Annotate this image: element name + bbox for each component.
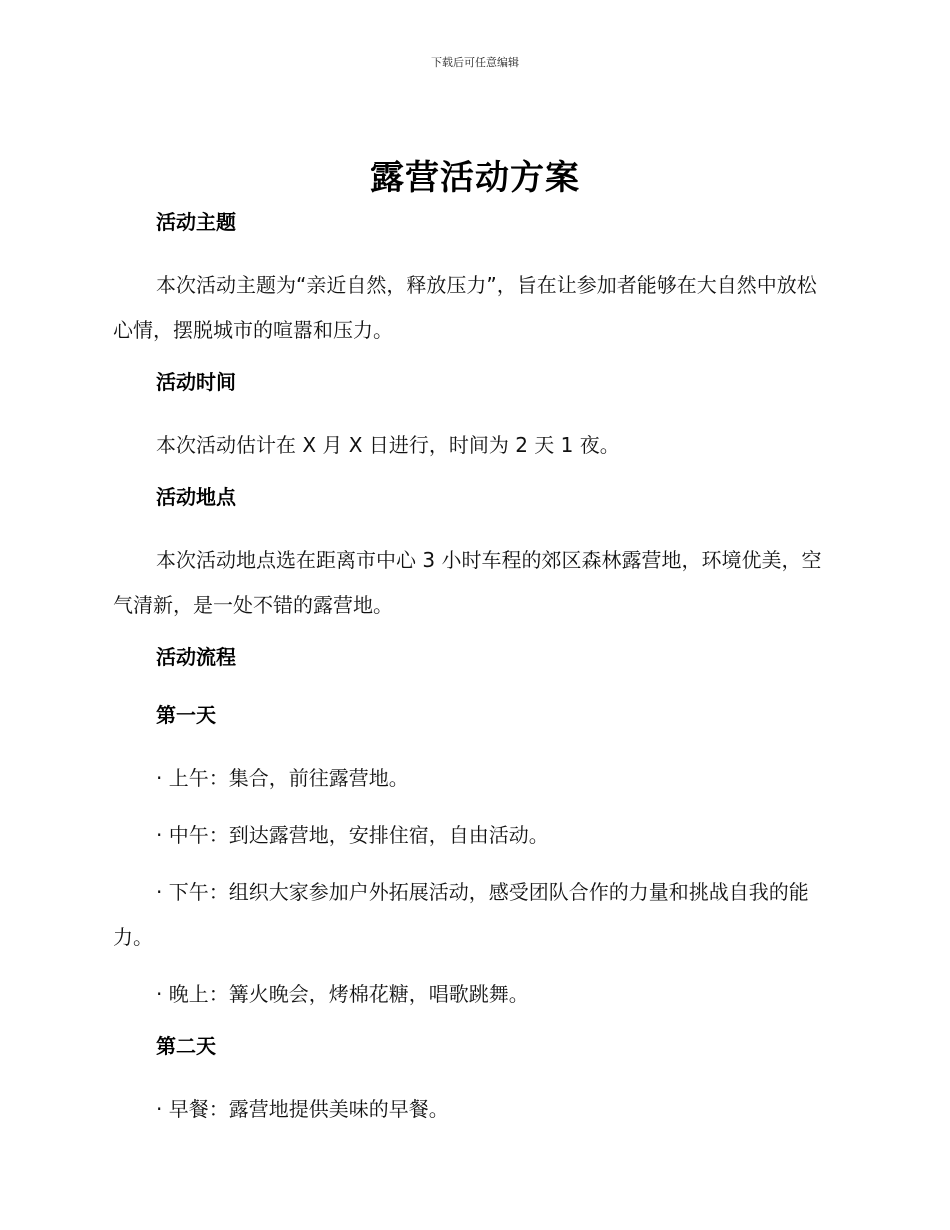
day2-item: · 早餐：露营地提供美味的早餐。 <box>156 1097 449 1121</box>
document-body <box>113 205 835 1132</box>
day1-item: · 中午：到达露营地，安排住宿，自由活动。 <box>156 823 549 847</box>
day1-item: · 下午：组织大家参加户外拓展活动，感受团队合作的力量和挑战自我的能力。 <box>113 880 809 949</box>
section-text-location: 本次活动地点选在距离市中心 3 小时车程的郊区森林露营地，环境优美，空气清新，是一处不错的露营地。 <box>113 548 822 617</box>
section-heading-flow: 活动流程 <box>156 645 236 669</box>
document-title: 露营活动方案 <box>370 158 580 198</box>
section-heading-time: 活动时间 <box>156 370 236 394</box>
section-text-theme: 本次活动主题为“亲近自然，释放压力”，旨在让参加者能够在大自然中放松心情，摆脱城市的喧嚣和压力。 <box>113 273 817 342</box>
section-heading-location: 活动地点 <box>156 485 236 509</box>
section-text-time: 本次活动估计在 X 月 X 日进行，时间为 2 天 1 夜。 <box>156 433 620 457</box>
header-note: 下载后可任意编辑 <box>431 56 519 69</box>
section-heading-theme: 活动主题 <box>156 210 236 234</box>
day2-heading: 第二天 <box>156 1034 216 1058</box>
day1-item: · 上午：集合，前往露营地。 <box>156 766 409 790</box>
day1-item: · 晚上：篝火晚会，烤棉花糖，唱歌跳舞。 <box>156 982 529 1006</box>
day1-heading: 第一天 <box>156 703 216 727</box>
